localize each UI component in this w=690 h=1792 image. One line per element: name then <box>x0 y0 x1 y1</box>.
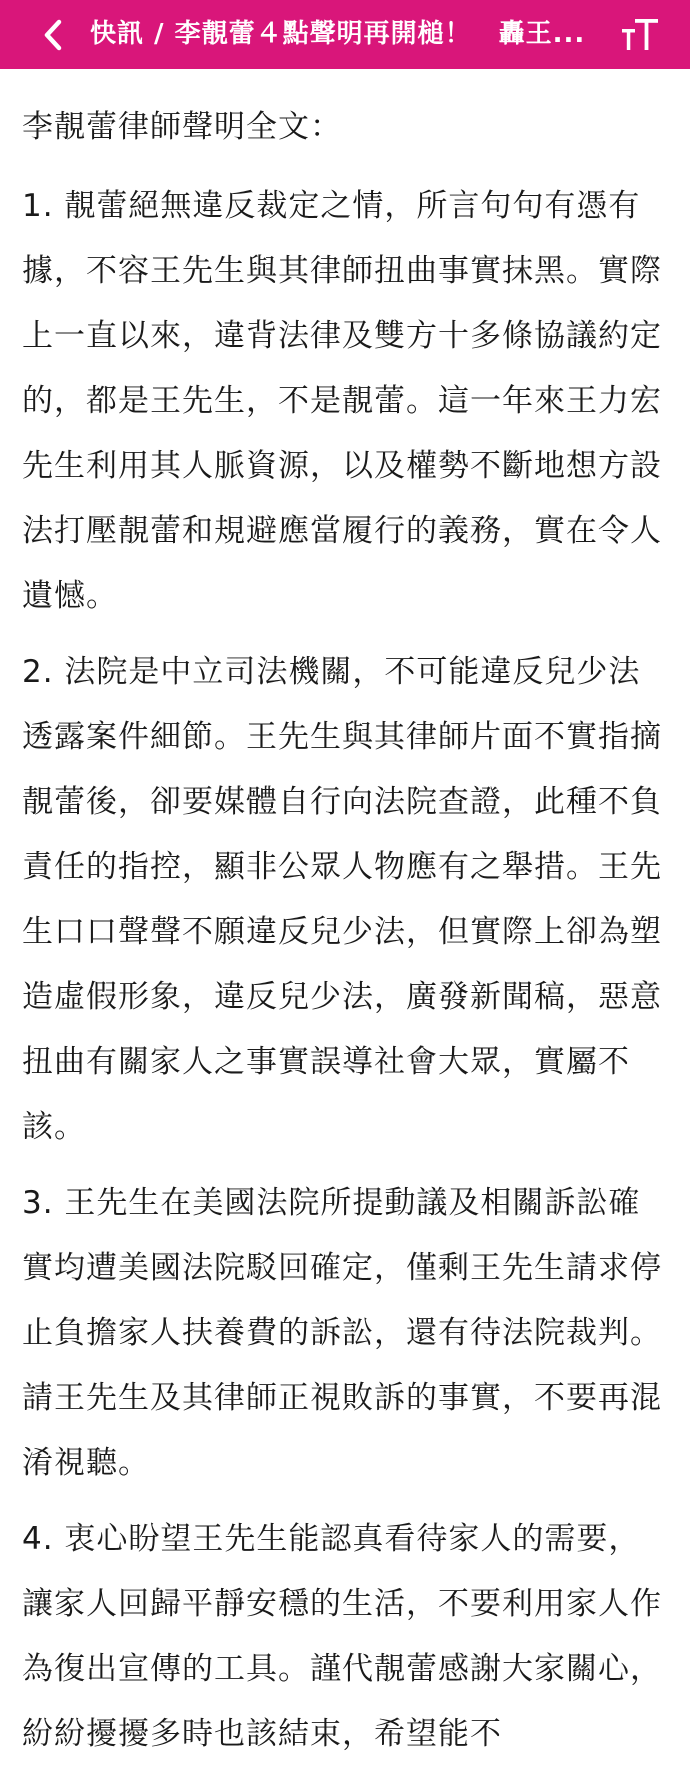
top-bar <box>0 0 690 69</box>
statement-paragraph-2: 2. 法院是中立司法機關，不可能違反兒少法透露案件細節。王先生與其律師片面不實指摘靚蕾後，卻要媒體自行向法院查證，此種不負責任的指控，顯非公眾人物應有之舉措。王先生口口聲聲不願違反兒少法，但實際上卻為塑造虛假形象，違反兒少法，廣發新聞稿，惡意扭曲有關家人之事實誤導社會大眾，實屬不該。 <box>22 654 662 1145</box>
text-size-icon <box>620 15 660 55</box>
chevron-left-icon <box>42 18 64 52</box>
article-body <box>22 69 668 1767</box>
statement-paragraph-4: 4. 衷心盼望王先生能認真看待家人的需要，讓家人回歸平靜安穩的生活，不要利用家人作為復出宣傳的工具。謹代靚蕾感謝大家關心，紛紛擾擾多時也該結束，希望能不 <box>22 1521 662 1752</box>
page-title: 快訊 / 李靚蕾４點聲明再開槌！ 轟王... <box>90 19 586 49</box>
statement-heading: 李靚蕾律師聲明全文： <box>22 109 342 145</box>
font-size-button[interactable] <box>618 13 662 57</box>
back-button[interactable] <box>38 18 68 52</box>
statement-paragraph-3: 3. 王先生在美國法院所提動議及相關訴訟確實均遭美國法院駁回確定，僅剩王先生請求停止負擔家人扶養費的訴訟，還有待法院裁判。請王先生及其律師正視敗訴的事實，不要再混淆視聽。 <box>22 1185 662 1481</box>
statement-paragraph-1: 1. 靚蕾絕無違反裁定之情，所言句句有憑有據，不容王先生與其律師扭曲事實抹黑。實際上一直以來，違背法律及雙方十多條協議約定的，都是王先生，不是靚蕾。這一年來王力宏先生利用其人脈資源，以及權勢不斷地想方設法打壓靚蕾和規避應當履行的義務，實在令人遺憾。 <box>22 188 662 614</box>
